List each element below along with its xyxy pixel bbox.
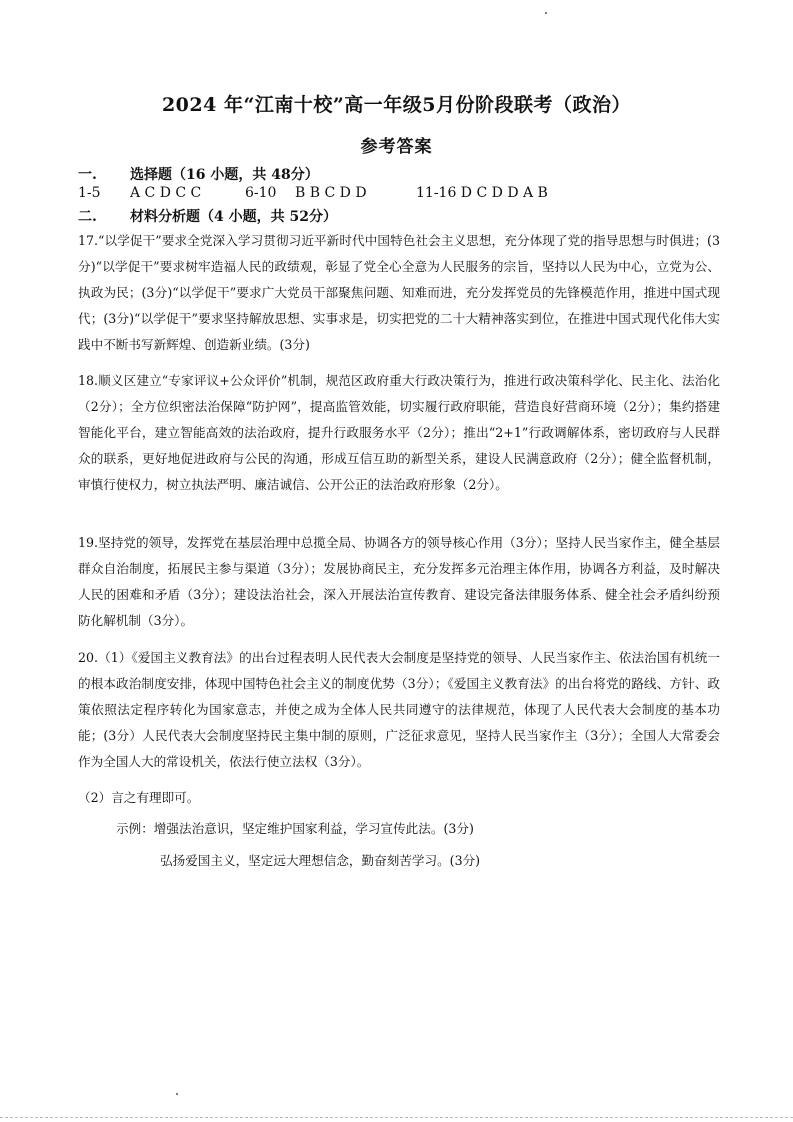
page-title: 2024 年“江南十校”高一年级5月份阶段联考（政治）	[161, 94, 632, 116]
choice-answer-key	[78, 185, 548, 201]
section-heading-analysis	[78, 206, 337, 226]
section-label: 选择题（16 小题，共 48分）	[130, 167, 319, 183]
answer-range: 6-10	[245, 185, 277, 201]
answer-q18: 18.顺义区建立“专家评议+公众评价”机制，规范区政府重大行政决策行为，推进行政决策科学化、民主化、法治化（2分）；全方位织密法治保障“防护网”，提高监管效能，切实履行政府职能，营造良好营商环境（2分）；集约搭建智能化平台，建立智能高效的法治政府，提升行政服务水平（2分）；推出“2+1”行政调解体系，密切政府与人民群众的联系，更好地促进政府与公民的沟通，形成互信互助的新型关系，建设人民满意政府（2分）；健全监督机制，审慎行使权力，树立执法严明、廉洁诚信、公开公正的法治政府形象（2分）。	[78, 373, 720, 492]
section-heading-choice	[78, 164, 319, 184]
section-label: 材料分析题（4 小题，共 52分）	[130, 209, 337, 225]
page-bottom-rule	[0, 1117, 793, 1118]
example-line-1: 示例：增强法治意识，坚定维护国家利益，学习宣传此法。(3分)	[116, 821, 474, 836]
scan-speck	[176, 1093, 178, 1095]
scan-speck	[545, 12, 547, 14]
answer-q20-part2: （2）言之有理即可。	[78, 790, 200, 805]
answer-q17: 17.“以学促干”要求全党深入学习贯彻习近平新时代中国特色社会主义思想，充分体现了党的指导思想与时俱进；(3分)“以学促干”要求树牢造福人民的政绩观，彰显了党全心全意为人民服务的宗旨，坚持以人民为中心，立党为公、执政为民；(3分)“以学促干”要求广大党员干部聚焦问题、知难而进，充分发挥党员的先锋模范作用，推进中国式现代；(3分)“以学促干”要求坚持解放思想、实事求是，切实把党的二十大精神落实到位，在推进中国式现代化伟大实践中不断书写新辉煌、创造新业绩。(3分)	[78, 233, 720, 352]
example-line-2: 弘扬爱国主义，坚定远大理想信念，勤奋刻苦学习。(3分)	[160, 853, 481, 868]
section-number: 二.	[78, 209, 97, 225]
answer-keys: B B C D D	[295, 185, 367, 201]
page-subtitle: 参考答案	[360, 137, 433, 157]
answer-keys: A C D C C	[130, 185, 202, 201]
answer-keys: 11-16 D C D D A B	[416, 185, 548, 201]
answer-range: 1-5	[78, 185, 101, 201]
answer-q20-part1: 20.（1）《爱国主义教育法》的出台过程表明人民代表大会制度是坚持党的领导、人民当家作主、依法治国有机统一的根本政治制度安排，体现中国特色社会主义的制度优势（3分）；《爱国主义教育法》的出台将党的路线、方针、政策依照法定程序转化为国家意志，并使之成为全体人民共同遵守的法律规范，体现了人民代表大会制度的基本功能；(3分）人民代表大会制度坚持民主集中制的原则，广泛征求意见，坚持人民当家作主（3分）；全国人大常委会作为全国人大的常设机关，依法行使立法权（3分）。	[78, 650, 720, 769]
answer-q19: 19.坚持党的领导，发挥党在基层治理中总揽全局、协调各方的领导核心作用（3分）；坚持人民当家作主，健全基层群众自治制度，拓展民主参与渠道（3分）；发展协商民主，充分发挥多元治理主体作用，协调各方利益，及时解决人民的困难和矛盾（3分）；建设法治社会，深入开展法治宣传教育、建设完备法律服务体系、健全社会矛盾纠纷预防化解机制（3分）。	[78, 535, 720, 628]
section-number: 一.	[78, 167, 97, 183]
